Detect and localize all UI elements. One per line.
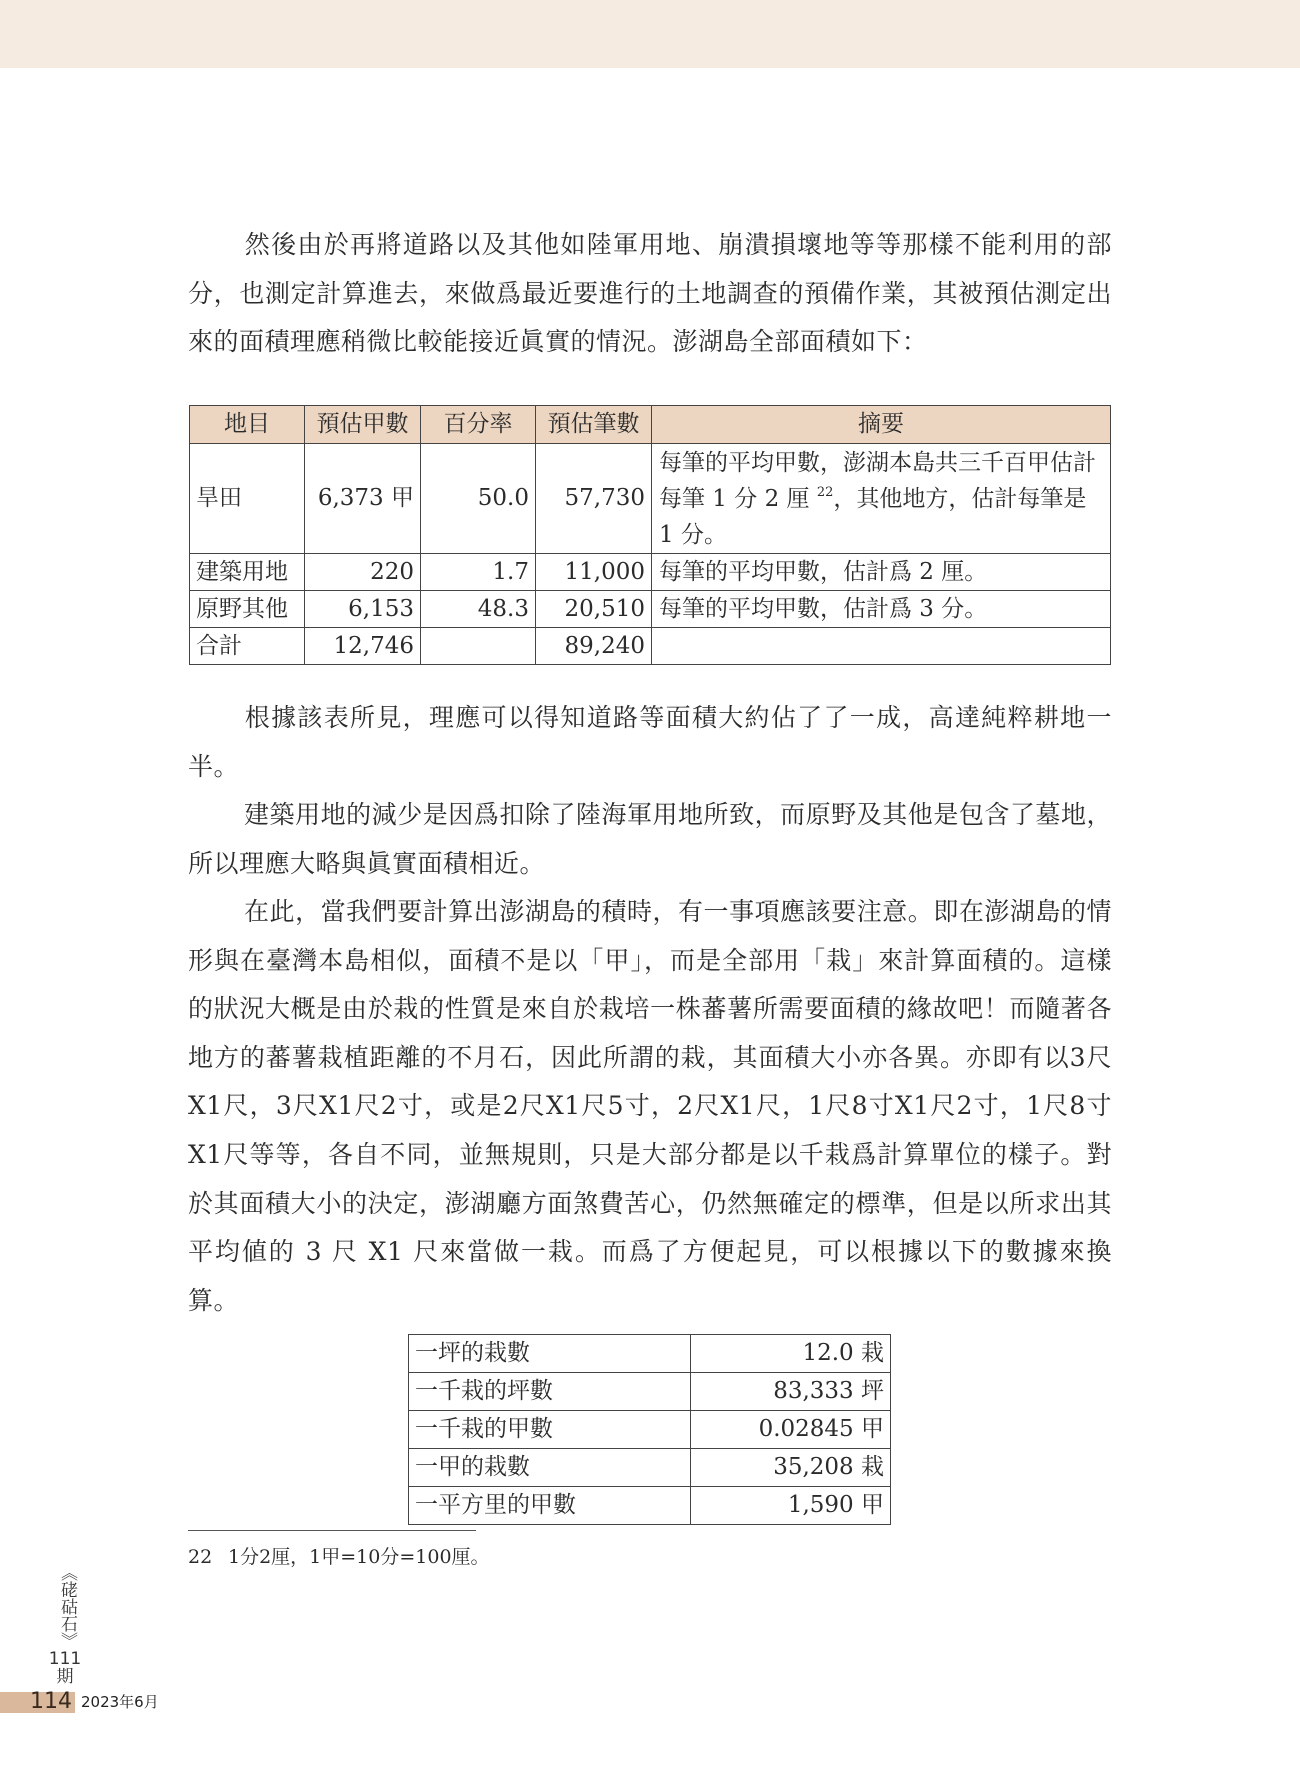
note-text-cont: ，其他地方，估計每筆是 1 分。 [659,485,1087,548]
cell-note [652,628,1111,665]
cell-percent: 48.3 [421,591,536,628]
footnote-ref[interactable]: 22 [816,484,834,500]
cell-note: 每筆的平均甲數，估計爲 3 分。 [652,591,1111,628]
cell-label: 一坪的栽數 [409,1335,691,1373]
cell-category: 建築用地 [190,554,305,591]
issue-suffix: 期 [56,1667,74,1687]
note-text: 每筆的平均甲數，澎湖本島共三千百甲估計每筆 1 分 2 厘 [659,449,1096,512]
cell-label: 一平方里的甲數 [409,1487,691,1525]
cell-area: 6,373 甲 [305,444,421,554]
table-row [409,1373,891,1411]
table-row [190,591,1111,628]
area-table [189,405,1111,665]
cell-note: 每筆的平均甲數，估計爲 2 厘。 [652,554,1111,591]
conversion-table [408,1334,891,1525]
footnote-text: 1分2厘，1甲=10分=100厘。 [228,1546,490,1568]
cell-area: 6,153 [305,591,421,628]
paragraph-1 [188,221,1112,367]
footnote-number: 22 [188,1546,213,1568]
cell-area: 12,746 [305,628,421,665]
issue-date: 2023年6月 [81,1693,159,1711]
table-row [409,1335,891,1373]
cell-value: 1,590 甲 [691,1487,891,1525]
cell-percent: 50.0 [421,444,536,554]
table-row [190,554,1111,591]
paragraph-4-text: 在此，當我們要計算出澎湖島的積時，有一事項應該要注意。即在澎湖島的情形與在臺灣本島相似，面積不是以「甲」，而是全部用「栽」來計算面積的。這樣的狀況大概是由於栽的性質是來自於栽培一株蕃薯所需要面積的緣故吧！而隨著各地方的蕃薯栽植距離的不月石，因此所謂的栽，其面積大小亦各異。亦即有以3尺X1尺，3尺X1尺2寸，或是2尺X1尺5寸，2尺X1尺，1尺8寸X1尺2寸，1尺8寸X1尺等等，各自不同，並無規則，只是大部分都是以千栽爲計算單位的樣子。對於其面積大小的決定，澎湖廳方面煞費苦心，仍然無確定的標準，但是以所求出其平均値的 3 尺 X1 尺來當做一栽。而爲了方便起見，可以根據以下的數據來換算。 [188,897,1112,1315]
cell-area: 220 [305,554,421,591]
header-category: 地目 [190,406,305,444]
paragraph-2-text: 根據該表所見，理應可以得知道路等面積大約佔了了一成，高達純粹耕地一半。 [188,703,1112,781]
footnote [188,1542,490,1572]
cell-label: 一千栽的坪數 [409,1373,691,1411]
issue-number: 111 [48,1649,82,1669]
header-note: 摘要 [652,406,1111,444]
cell-category: 合計 [190,628,305,665]
table-row-total [190,628,1111,665]
paragraph-3 [188,791,1112,888]
table-row [409,1487,891,1525]
cell-category: 原野其他 [190,591,305,628]
cell-lots: 89,240 [536,628,652,665]
table-row [190,444,1111,554]
cell-lots: 20,510 [536,591,652,628]
paragraph-2 [188,694,1112,791]
table-row [409,1411,891,1449]
cell-value: 0.02845 甲 [691,1411,891,1449]
paragraph-1-text: 然後由於再將道路以及其他如陸軍用地、崩潰損壞地等等那樣不能利用的部分，也測定計算進去，來做爲最近要進行的土地調查的預備作業，其被預估測定出來的面積理應稍微比較能接近眞實的情況。澎湖島全部面積如下： [188,230,1112,357]
header-band [0,0,1300,68]
paragraph-3-text: 建築用地的減少是因爲扣除了陸海軍用地所致，而原野及其他是包含了墓地，所以理應大略與眞實面積相近。 [188,800,1112,878]
header-percent: 百分率 [421,406,536,444]
journal-title: 《硓𥑮石》 [57,1564,77,1649]
cell-percent [421,628,536,665]
page-number: 114 [30,1689,72,1714]
journal-issue [46,1650,84,1686]
area-table-header-row [190,406,1111,444]
cell-value: 12.0 栽 [691,1335,891,1373]
cell-label: 一甲的栽數 [409,1449,691,1487]
cell-value: 83,333 坪 [691,1373,891,1411]
header-lots: 預估筆數 [536,406,652,444]
cell-category: 旱田 [190,444,305,554]
header-area: 預估甲數 [305,406,421,444]
cell-percent: 1.7 [421,554,536,591]
footnote-divider [188,1530,476,1531]
cell-value: 35,208 栽 [691,1449,891,1487]
table-row [409,1449,891,1487]
cell-lots: 11,000 [536,554,652,591]
paragraph-4 [188,888,1112,1325]
cell-note [652,444,1111,554]
cell-label: 一千栽的甲數 [409,1411,691,1449]
cell-lots: 57,730 [536,444,652,554]
